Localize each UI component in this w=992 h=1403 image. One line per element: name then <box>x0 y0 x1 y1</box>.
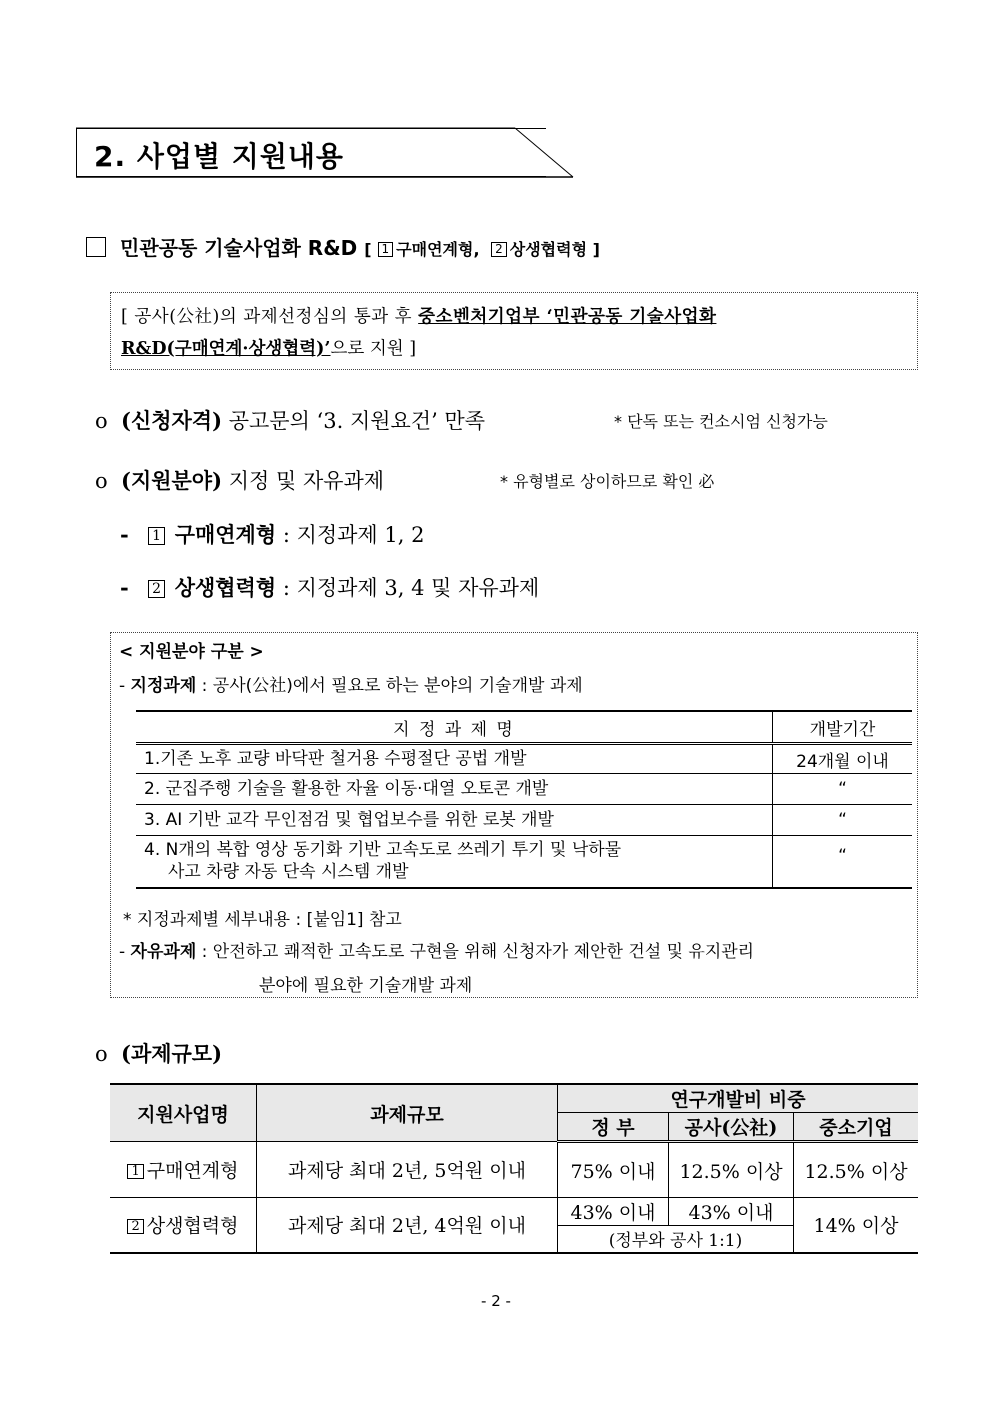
square-bullet-icon <box>86 237 106 257</box>
program-name-text: 구매연계형 <box>146 1160 239 1182</box>
dash: - <box>120 575 129 600</box>
sub-item-label: 구매연계형 <box>174 522 277 547</box>
notice-emphasis: 중소벤처기업부 ‘민관공동 기술사업화 <box>418 307 717 327</box>
table-row <box>136 774 912 805</box>
table-row <box>136 836 912 888</box>
gov-ratio: 75% 이내 <box>558 1142 669 1198</box>
assigned-label: 지정과제 <box>130 676 197 696</box>
assigned-text: : 공사(公社)에서 필요로 하는 분야의 기술개발 과제 <box>201 676 583 696</box>
free-label: 자유과제 <box>130 942 197 962</box>
type2-number-badge: 2 <box>148 580 165 598</box>
size-value: 과제당 최대 2년, 5억원 이내 <box>257 1142 558 1198</box>
assigned-task-line <box>119 671 583 696</box>
task-period: “ <box>773 805 913 836</box>
task-period: 24개월 이내 <box>773 744 913 774</box>
sme-ratio: 12.5% 이상 <box>794 1142 919 1198</box>
table-row <box>110 1198 918 1226</box>
eligibility-text: 공고문의 ‘3. 지원요건’ 만족 <box>228 409 486 433</box>
task-name <box>136 836 773 888</box>
table-row <box>136 744 912 774</box>
detail-note: * 지정과제별 세부내용 : [붙임1] 참고 <box>123 910 402 930</box>
sub-item-purchase <box>120 519 424 549</box>
size-value: 과제당 최대 2년, 4억원 이내 <box>257 1198 558 1253</box>
eligibility-note: * 단독 또는 컨소시엄 신청가능 <box>614 412 828 431</box>
scale-label: (과제규모) <box>121 1041 223 1066</box>
program-name <box>110 1198 257 1253</box>
section-title-text: 사업별 지원내용 <box>136 140 344 173</box>
section-title <box>94 135 344 175</box>
dash: - <box>119 942 126 962</box>
bullet: o <box>95 1042 108 1066</box>
eligibility-item <box>95 405 485 435</box>
field-item <box>95 465 384 495</box>
column-header-task: 지 정 과 제 명 <box>136 711 773 744</box>
notice-line-2 <box>121 335 416 360</box>
notice-box <box>110 292 918 370</box>
section-number: 2. <box>94 140 127 173</box>
task-period: “ <box>773 836 913 888</box>
program-title: 민관공동 기술사업화 R&D <box>120 236 358 260</box>
table-header-row <box>136 711 912 744</box>
sme-ratio: 14% 이상 <box>794 1198 919 1253</box>
table-header-row <box>110 1084 918 1113</box>
area-heading: < 지원분야 구분 > <box>119 642 264 662</box>
task-name-line-2: 사고 차량 자동 단속 시스템 개발 <box>168 862 409 883</box>
notice-line-1 <box>121 303 716 328</box>
bullet: o <box>95 409 108 433</box>
page-number: - 2 - <box>481 1292 511 1310</box>
column-header-ratio: 연구개발비 비중 <box>558 1084 919 1113</box>
bullet: o <box>95 469 108 493</box>
type1-number-badge: 1 <box>148 527 165 545</box>
field-note: * 유형별로 상이하므로 확인 必 <box>500 472 715 491</box>
gov-ratio: 43% 이내 <box>558 1198 669 1226</box>
type1-number-badge: 1 <box>127 1164 143 1179</box>
column-header-program: 지원사업명 <box>110 1084 257 1142</box>
field-text: 지정 및 자유과제 <box>228 469 385 493</box>
type2-number-badge: 2 <box>127 1219 143 1234</box>
table-row <box>136 805 912 836</box>
column-header-size: 과제규모 <box>257 1084 558 1142</box>
dash: - <box>120 522 129 547</box>
task-name: 1.기존 노후 교량 바닥판 철거용 수평절단 공법 개발 <box>136 744 773 774</box>
column-header-corp: 공사(公社) <box>669 1113 794 1142</box>
free-task-line-2: 분야에 필요한 기술개발 과제 <box>259 976 473 996</box>
program-types <box>364 240 600 259</box>
program-heading <box>86 232 600 261</box>
type2-number-badge: 2 <box>491 242 507 257</box>
column-header-sme: 중소기업 <box>794 1113 919 1142</box>
free-text: : 안전하고 쾌적한 고속도로 구현을 위해 신청자가 제안한 건설 및 유지관리 <box>201 942 755 962</box>
scale-item <box>95 1038 222 1068</box>
bracket-close: ] <box>592 240 600 259</box>
sub-item-cooperation <box>120 572 539 602</box>
program-name <box>110 1142 257 1198</box>
type1-number-badge: 1 <box>378 242 394 257</box>
notice-emphasis-2: R&D(구매연계·상생협력)’ <box>121 339 331 359</box>
type2-label: 상생협력형 <box>509 240 588 259</box>
table-row <box>110 1142 918 1198</box>
eligibility-label: (신청자격) <box>121 408 223 433</box>
sub-item-label: 상생협력형 <box>174 575 277 600</box>
task-name-line-1: 4. N개의 복합 영상 동기화 기반 고속도로 쓰레기 투기 및 낙하물 <box>144 840 622 861</box>
program-name-text: 상생협력형 <box>146 1215 239 1238</box>
task-period: “ <box>773 774 913 805</box>
sub-item-text: : 지정과제 3, 4 및 자유과제 <box>282 576 540 600</box>
sub-item-text: : 지정과제 1, 2 <box>282 523 425 547</box>
bracket-open: [ <box>364 240 372 259</box>
column-header-period: 개발기간 <box>773 711 913 744</box>
column-header-gov: 정 부 <box>558 1113 669 1142</box>
task-name: 2. 군집주행 기술을 활용한 자율 이동·대열 오토콘 개발 <box>136 774 773 805</box>
area-classification-box <box>110 632 918 998</box>
field-label: (지원분야) <box>121 468 223 493</box>
dash: - <box>119 676 126 696</box>
type1-label: 구매연계형, <box>396 240 480 259</box>
notice-text: [ 공사(公社)의 과제선정심의 통과 후 <box>121 307 419 327</box>
task-scale-table <box>110 1083 918 1254</box>
corp-ratio: 43% 이내 <box>669 1198 794 1226</box>
task-name: 3. AI 기반 교각 무인점검 및 협업보수를 위한 로봇 개발 <box>136 805 773 836</box>
corp-ratio: 12.5% 이상 <box>669 1142 794 1198</box>
joint-ratio: (정부와 공사 1:1) <box>558 1226 794 1253</box>
notice-text-2: 으로 지원 ] <box>330 339 417 359</box>
free-task-line <box>119 937 754 962</box>
assigned-tasks-table <box>136 710 912 889</box>
